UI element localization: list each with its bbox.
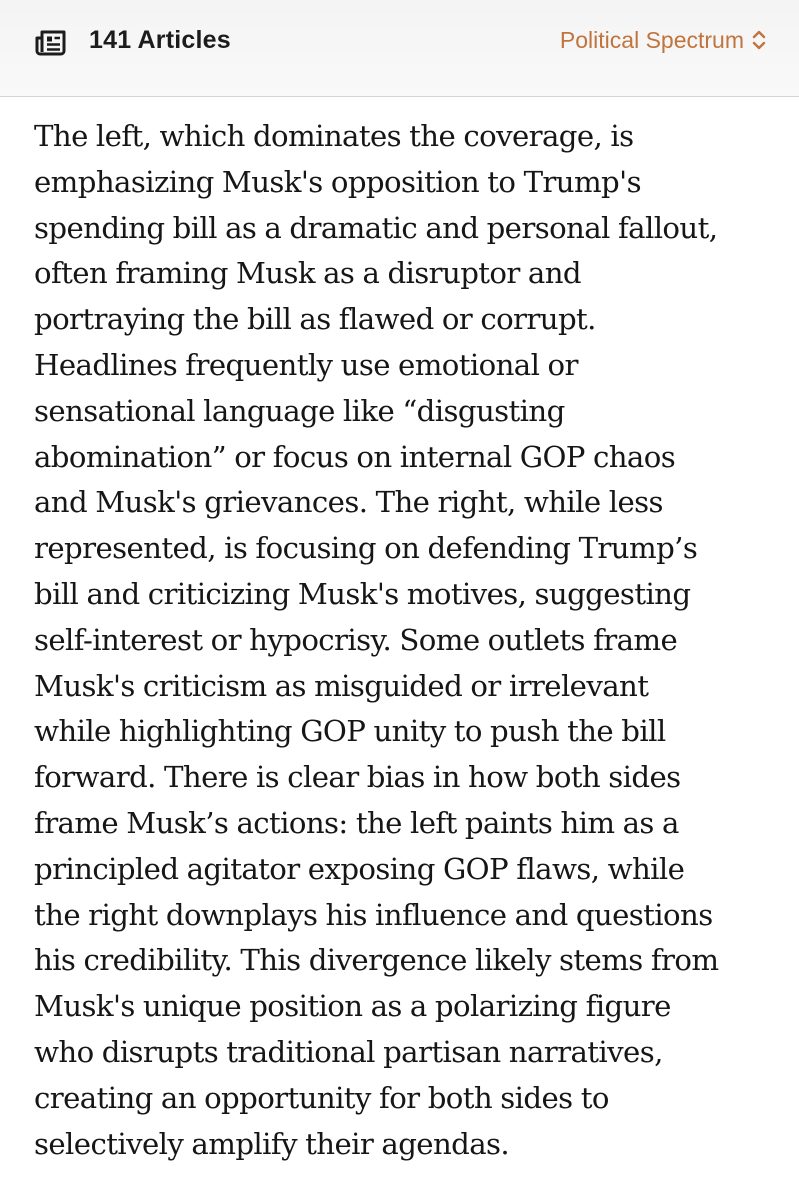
articles-header — [0, 0, 799, 97]
political-spectrum-label: Political Spectrum — [559, 27, 744, 53]
chevron-up-down-icon — [752, 29, 766, 51]
articles-count: 141 Articles — [89, 26, 231, 54]
coverage-bias-summary: The left, which dominates the coverage, is emphasizing Musk's opposition to Trump's spending bill as a dramatic and personal fallout, often framing Musk as a disruptor and portraying the bill as flawed or corrupt. Headlines frequently use emotional or sensational language like “disgusting abomination” or focus on internal GOP chaos and Musk's grievances. The right, while less represented, is focusing on defending Trump’s bill and criticizing Musk's motives, suggesting self-interest or hypocrisy. Some outlets frame Musk's criticism as misguided or irrelevant while highlighting GOP unity to push the bill forward. There is clear bias in how both sides frame Musk’s actions: the left paints him as a principled agitator exposing GOP flaws, while the right downplays his influence and questions his credibility. This divergence likely stems from Musk's unique position as a polarizing figure who disrupts traditional partisan narratives, creating an opportunity for both sides to selectively amplify their agendas. — [34, 119, 719, 1161]
political-spectrum-selector[interactable] — [560, 24, 766, 56]
news-articles-icon[interactable] — [35, 28, 67, 56]
